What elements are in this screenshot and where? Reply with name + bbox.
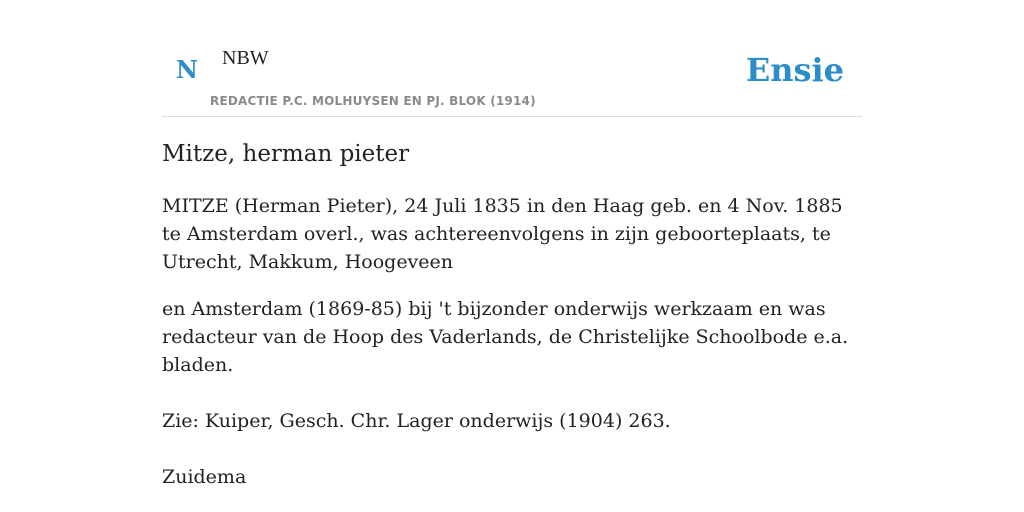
article-title: Mitze, herman pieter	[162, 141, 410, 167]
source-header	[162, 0, 862, 117]
article	[162, 136, 862, 491]
source-name[interactable]: NBW	[222, 47, 269, 69]
article-paragraph: MITZE (Herman Pieter), 24 Juli 1835 in den Haag geb. en 4 Nov. 1885 te Amsterdam overl., was achtereenvolgens in zijn geboorteplaats, te Utrecht, Makkum, Hoogeveen	[162, 195, 843, 273]
article-author: Zuidema	[162, 466, 247, 488]
source-logo-icon[interactable]: N	[176, 55, 198, 84]
article-paragraph: en Amsterdam (1869-85) bij 't bijzonder onderwijs werkzaam en was redacteur van de Hoop des Vaderlands, de Christelijke Schoolbode e.a. bladen.	[162, 298, 849, 376]
source-subtitle: REDACTIE P.C. MOLHUYSEN EN PJ. BLOK (1914)	[210, 94, 536, 108]
brand-logo[interactable]: Ensie	[745, 51, 844, 89]
article-reference: Zie: Kuiper, Gesch. Chr. Lager onderwijs (1904) 263.	[162, 410, 671, 432]
